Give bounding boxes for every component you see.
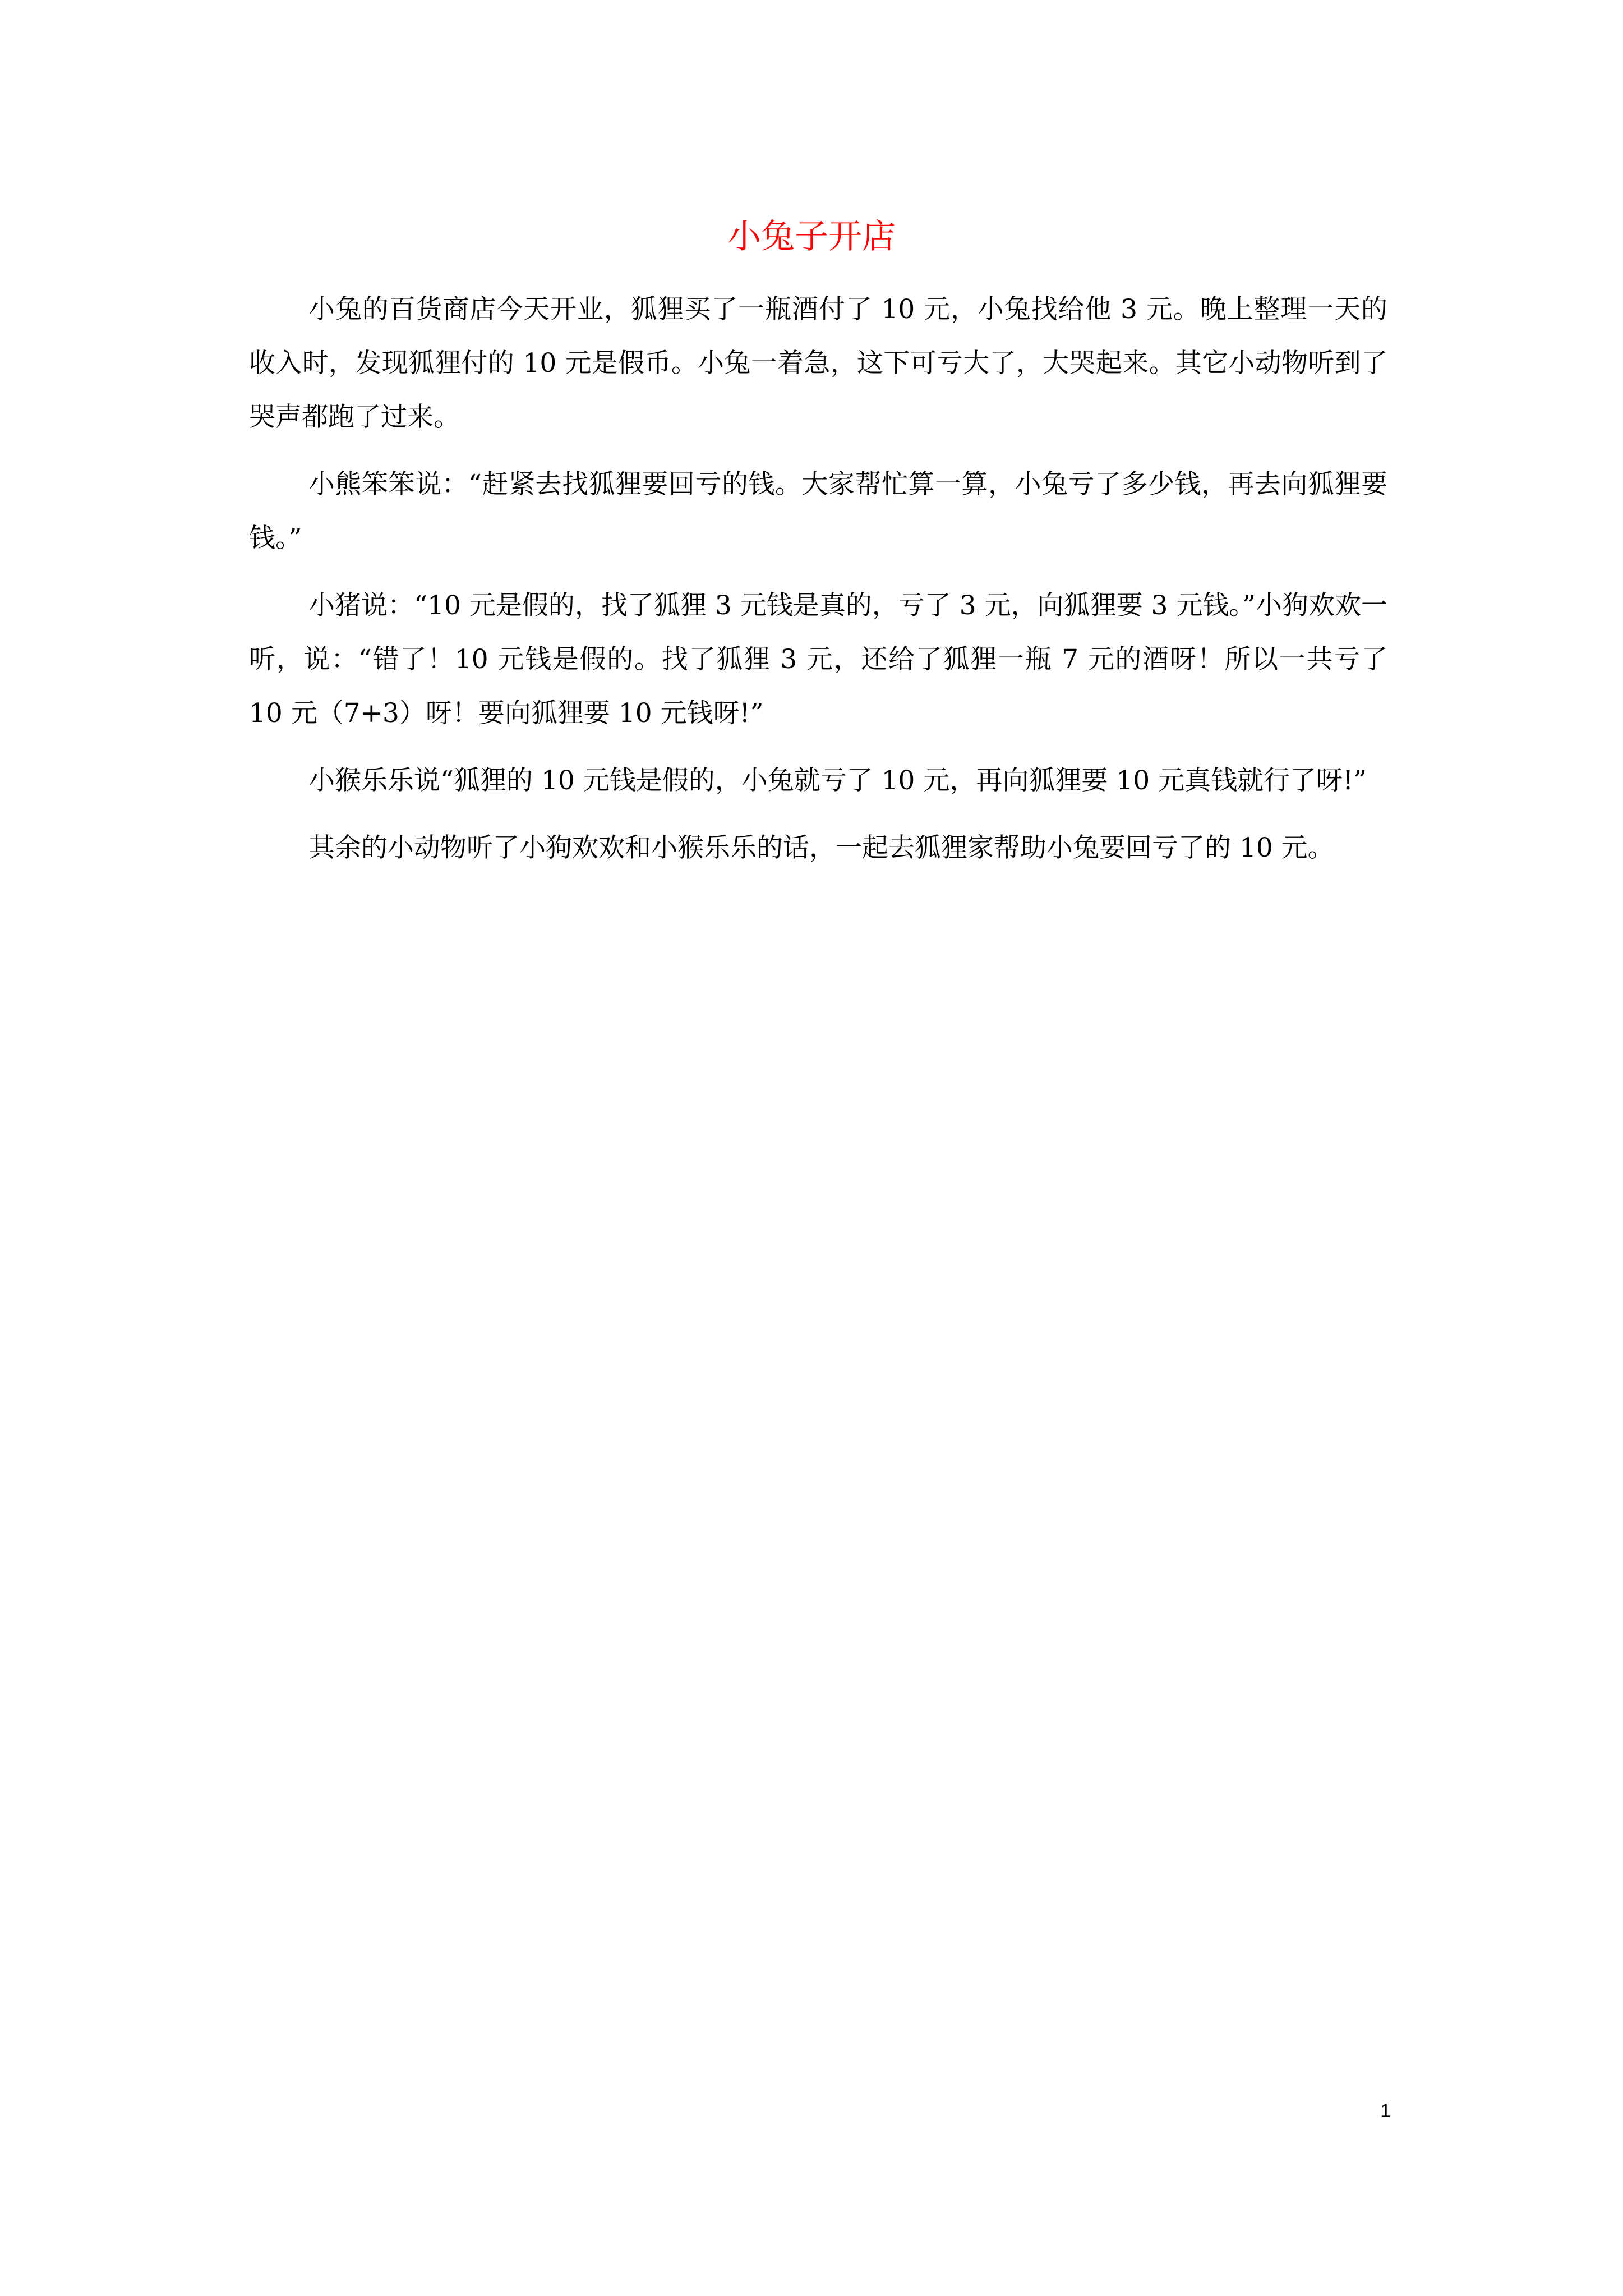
document-body — [249, 283, 1387, 889]
page-number: 1 — [1380, 2100, 1391, 2122]
paragraph-bear: 小熊笨笨说：“赶紧去找狐狸要回亏的钱。大家帮忙算一算，小兔亏了多少钱，再去向狐狸要钱。” — [249, 469, 1387, 554]
paragraph-pig-dog: 小猪说：“10 元是假的，找了狐狸 3 元钱是真的，亏了 3 元，向狐狸要 3 元钱。”小狗欢欢一听，说：“错了！10 元钱是假的。找了狐狸 3 元，还给了狐狸一瓶 7 元的酒呀！所以一共亏了 10 元（7+3）呀！要向狐狸要 10 元钱呀!” — [249, 590, 1387, 729]
page-title: 小兔子开店 — [727, 217, 896, 256]
paragraph-opening: 小兔的百货商店今天开业，狐狸买了一瓶酒付了 10 元，小兔找给他 3 元。晚上整理一天的收入时，发现狐狸付的 10 元是假币。小兔一着急，这下可亏大了，大哭起来。其它小动物听到了哭声都跑了过来。 — [249, 294, 1387, 432]
paragraph-closing: 其余的小动物听了小狗欢欢和小猴乐乐的话，一起去狐狸家帮助小兔要回亏了的 10 元。 — [308, 832, 1334, 863]
paragraph-monkey: 小猴乐乐说“狐狸的 10 元钱是假的，小兔就亏了 10 元，再向狐狸要 10 元真钱就行了呀!” — [308, 765, 1367, 796]
